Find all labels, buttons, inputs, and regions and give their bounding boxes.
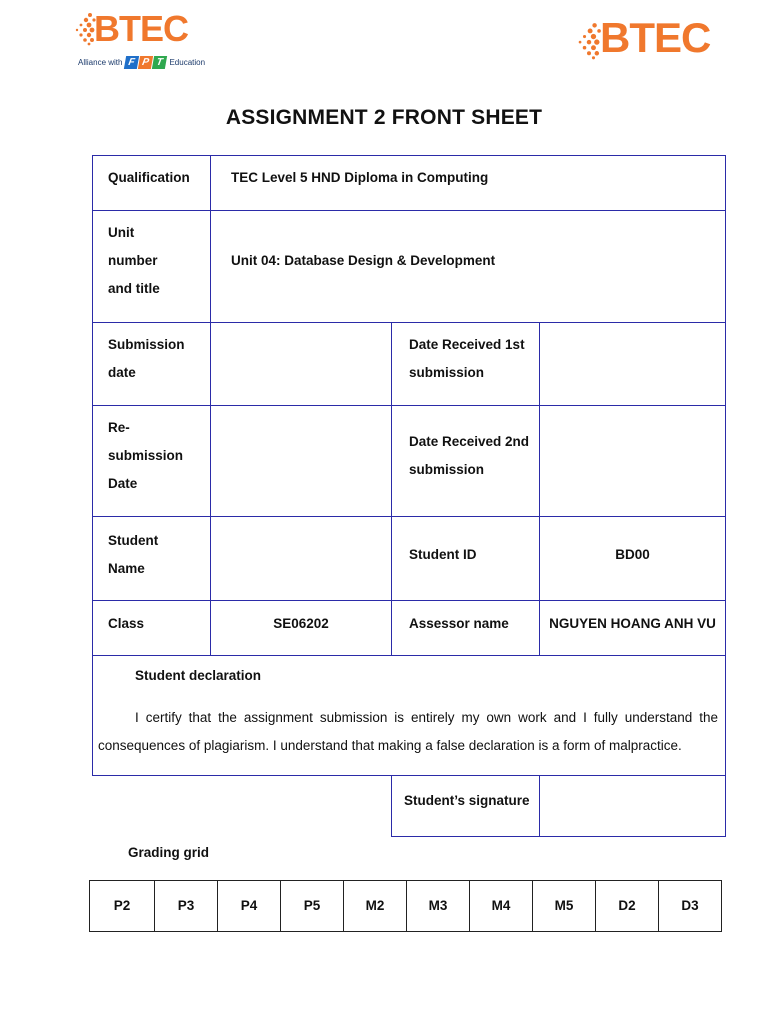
class-label: Class bbox=[108, 616, 145, 631]
date-received-1st-line: Date Received 1st bbox=[409, 337, 525, 352]
grade-cell-d2: D2 bbox=[595, 880, 659, 932]
class-field[interactable] bbox=[210, 600, 392, 656]
grade-cell-m3: M3 bbox=[406, 880, 470, 932]
student-name-line: Student bbox=[108, 533, 159, 548]
fpt-letter: T bbox=[152, 56, 167, 69]
unit-value: Unit 04: Database Design & Development bbox=[231, 253, 496, 268]
resubmission-label-line: submission bbox=[108, 448, 184, 463]
tagline-suffix: Education bbox=[169, 58, 206, 67]
grade-cell-m5: M5 bbox=[532, 880, 596, 932]
alliance-tagline bbox=[78, 56, 205, 69]
btec-wordmark: BTEC bbox=[94, 8, 188, 49]
qualification-label: Qualification bbox=[108, 170, 190, 185]
signature-label: Student’s signature bbox=[404, 793, 530, 808]
btec-fpt-logo bbox=[74, 8, 214, 70]
resubmission-label-line: Date bbox=[108, 476, 138, 491]
student-name-label-cell bbox=[92, 516, 211, 601]
unit-value-cell bbox=[210, 210, 726, 323]
assessor-label-cell bbox=[391, 600, 540, 656]
qualification-value-cell bbox=[210, 155, 726, 211]
class-value: SE06202 bbox=[273, 616, 329, 631]
tagline-prefix: Alliance with bbox=[78, 58, 123, 67]
date-received-2nd-label-cell bbox=[391, 405, 540, 517]
submission-date-label-cell bbox=[92, 322, 211, 406]
resubmission-date-field[interactable] bbox=[210, 405, 392, 517]
btec-wordmark: BTEC bbox=[600, 14, 711, 61]
grade-cell-p2: P2 bbox=[89, 880, 155, 932]
fpt-logo bbox=[125, 56, 166, 69]
submission-label-line: Submission bbox=[108, 337, 185, 352]
student-name-line: Name bbox=[108, 561, 145, 576]
date-received-1st-line: submission bbox=[409, 365, 485, 380]
date-received-1st-label-cell bbox=[391, 322, 540, 406]
student-id-label: Student ID bbox=[409, 547, 477, 562]
grade-cell-p3: P3 bbox=[154, 880, 218, 932]
date-received-1st-field[interactable] bbox=[539, 322, 726, 406]
resubmission-date-label-cell bbox=[92, 405, 211, 517]
grade-cell-p5: P5 bbox=[280, 880, 344, 932]
declaration-heading: Student declaration bbox=[135, 668, 262, 683]
fpt-letter: P bbox=[138, 56, 153, 69]
btec-dots-icon bbox=[74, 12, 96, 46]
student-id-label-cell bbox=[391, 516, 540, 601]
fpt-letter: F bbox=[124, 56, 139, 69]
student-name-field[interactable] bbox=[210, 516, 392, 601]
signature-field[interactable] bbox=[539, 775, 726, 837]
unit-label-cell bbox=[92, 210, 211, 323]
unit-label-line: Unit bbox=[108, 225, 135, 240]
qualification-value: TEC Level 5 HND Diploma in Computing bbox=[231, 170, 489, 185]
assessor-label: Assessor name bbox=[409, 616, 509, 631]
assessor-field[interactable] bbox=[539, 600, 726, 656]
assessor-value: NGUYEN HOANG ANH VU bbox=[549, 616, 716, 631]
grading-grid-label: Grading grid bbox=[128, 845, 209, 860]
grade-cell-m2: M2 bbox=[343, 880, 407, 932]
student-id-value: BD00 bbox=[615, 547, 650, 562]
submission-date-field[interactable] bbox=[210, 322, 392, 406]
qualification-label-cell bbox=[92, 155, 211, 211]
signature-label-cell bbox=[391, 775, 540, 837]
class-label-cell bbox=[92, 600, 211, 656]
grade-cell-d3: D3 bbox=[658, 880, 722, 932]
unit-label-line: number bbox=[108, 253, 158, 268]
date-received-2nd-line: Date Received 2nd bbox=[409, 434, 530, 449]
grade-cell-m4: M4 bbox=[469, 880, 533, 932]
grade-cell-p4: P4 bbox=[217, 880, 281, 932]
student-id-field[interactable] bbox=[539, 516, 726, 601]
btec-dots-icon bbox=[576, 22, 602, 60]
page-title: ASSIGNMENT 2 FRONT SHEET bbox=[225, 106, 543, 129]
submission-label-line: date bbox=[108, 365, 136, 380]
date-received-2nd-field[interactable] bbox=[539, 405, 726, 517]
btec-logo bbox=[576, 16, 726, 68]
resubmission-label-line: Re- bbox=[108, 420, 130, 435]
date-received-2nd-line: submission bbox=[409, 462, 485, 477]
declaration-text: I certify that the assignment submission is entirely my own work and I fully understand the consequences of plagiarism. I understand that making a false declaration is a form of malpractice. bbox=[98, 710, 718, 753]
unit-label-line: and title bbox=[108, 281, 160, 296]
